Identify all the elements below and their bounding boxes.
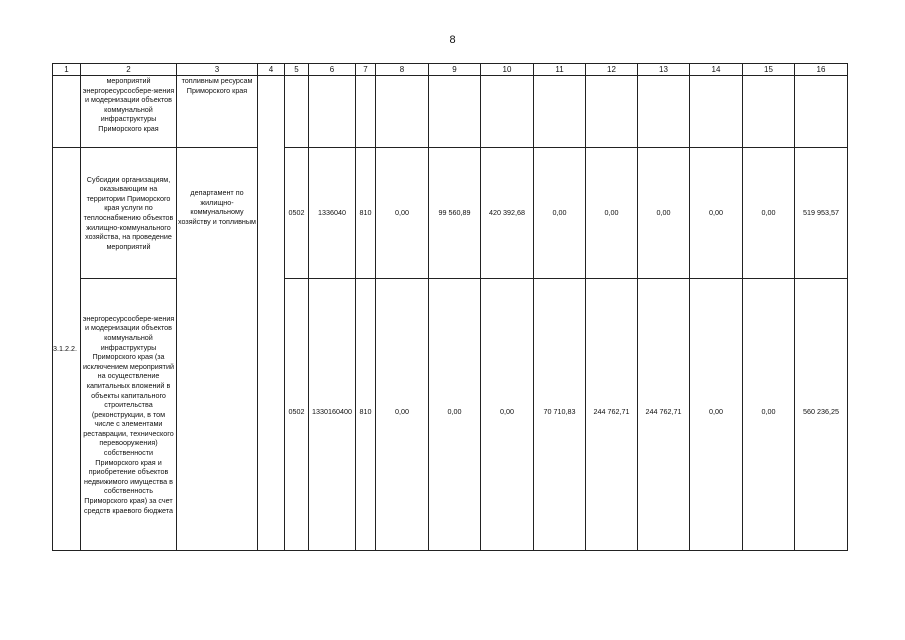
cell-target: 1330160400 bbox=[309, 279, 356, 551]
header-cell: 6 bbox=[309, 64, 356, 76]
header-row bbox=[53, 64, 848, 76]
header-cell: 13 bbox=[638, 64, 690, 76]
cell-value: 0,00 bbox=[743, 148, 795, 279]
header-cell: 8 bbox=[376, 64, 429, 76]
cell-value: 0,00 bbox=[586, 148, 638, 279]
cell-empty bbox=[429, 76, 481, 148]
cell-value: 0,00 bbox=[429, 279, 481, 551]
cell-value: 99 560,89 bbox=[429, 148, 481, 279]
cell-value: 0,00 bbox=[638, 148, 690, 279]
cell-total: 560 236,25 bbox=[795, 279, 848, 551]
cell-total: 519 953,57 bbox=[795, 148, 848, 279]
cell-empty bbox=[586, 76, 638, 148]
cell-value: 0,00 bbox=[376, 148, 429, 279]
cell-empty bbox=[534, 76, 586, 148]
header-cell: 3 bbox=[177, 64, 258, 76]
cell-value: 0,00 bbox=[690, 279, 743, 551]
cell-department: топливным ресурсам Приморского края bbox=[177, 76, 258, 148]
cell-empty bbox=[53, 76, 81, 148]
cell-value: 0,00 bbox=[743, 279, 795, 551]
cell-value: 244 762,71 bbox=[638, 279, 690, 551]
cell-description: энергоресурсосбере-жения и модернизации объектов коммунальной инфраструктуры Приморского края (за исключением мероприятий на осуществление капитальных вложений в объекты капитального строительства (реконструкции, в том числе с элементами реставрации, технического перевооружения) собственности Приморского края и приобретение объектов недвижимого имущества в собственность Приморского края) за счет средств краевого бюджета bbox=[81, 279, 177, 551]
cell-type: 810 bbox=[356, 148, 376, 279]
cell-value: 0,00 bbox=[376, 279, 429, 551]
cell-value: 70 710,83 bbox=[534, 279, 586, 551]
header-cell: 2 bbox=[81, 64, 177, 76]
header-cell: 14 bbox=[690, 64, 743, 76]
cell-value: 0,00 bbox=[690, 148, 743, 279]
header-cell: 7 bbox=[356, 64, 376, 76]
cell-value: 0,00 bbox=[534, 148, 586, 279]
cell-section: 0502 bbox=[285, 279, 309, 551]
cell-target: 1336040 bbox=[309, 148, 356, 279]
cell-empty bbox=[638, 76, 690, 148]
cell-empty bbox=[481, 76, 534, 148]
header-cell: 16 bbox=[795, 64, 848, 76]
table-row-main bbox=[53, 279, 848, 551]
table-row-continued bbox=[53, 76, 848, 148]
cell-value: 420 392,68 bbox=[481, 148, 534, 279]
cell-description: Субсидии организациям, оказывающим на территории Приморского края услуги по теплоснабжению объектов жилищно-коммунального хозяйства, на проведение мероприятий bbox=[81, 148, 177, 279]
table-row-subsidy bbox=[53, 148, 848, 279]
cell-empty bbox=[690, 76, 743, 148]
header-cell: 12 bbox=[586, 64, 638, 76]
cell-code: 3.1.2.2. bbox=[53, 148, 81, 551]
cell-empty bbox=[285, 76, 309, 148]
cell-empty bbox=[743, 76, 795, 148]
page-number: 8 bbox=[449, 34, 456, 46]
cell-value: 0,00 bbox=[481, 279, 534, 551]
cell-department: департамент по жилищно-коммунальному хозяйству и топливным bbox=[177, 148, 258, 551]
cell-section: 0502 bbox=[285, 148, 309, 279]
cell-value: 244 762,71 bbox=[586, 279, 638, 551]
header-cell: 11 bbox=[534, 64, 586, 76]
header-cell: 1 bbox=[53, 64, 81, 76]
budget-table bbox=[52, 63, 848, 551]
cell-col4 bbox=[258, 76, 285, 551]
cell-empty bbox=[356, 76, 376, 148]
header-cell: 15 bbox=[743, 64, 795, 76]
cell-empty bbox=[376, 76, 429, 148]
header-cell: 10 bbox=[481, 64, 534, 76]
header-cell: 5 bbox=[285, 64, 309, 76]
cell-type: 810 bbox=[356, 279, 376, 551]
header-cell: 9 bbox=[429, 64, 481, 76]
header-cell: 4 bbox=[258, 64, 285, 76]
cell-empty bbox=[309, 76, 356, 148]
cell-empty bbox=[795, 76, 848, 148]
cell-description: мероприятий энергоресурсосбере-жения и модернизации объектов коммунальной инфраструктуры Приморского края bbox=[81, 76, 177, 148]
